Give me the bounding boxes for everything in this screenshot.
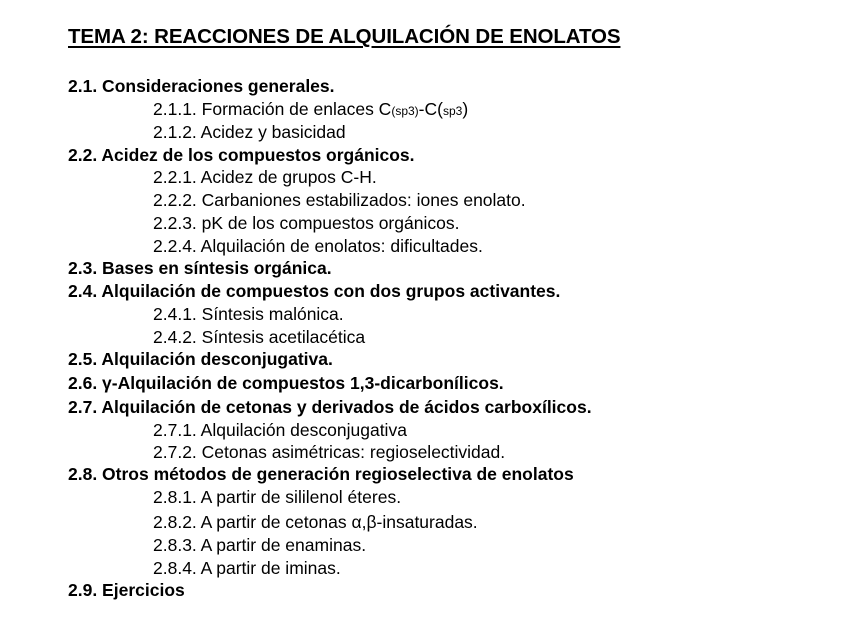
section-2-2: 2.2. Acidez de los compuestos orgánicos. (68, 145, 415, 165)
subsection-2-8-4: 2.8.4. A partir de iminas. (153, 558, 341, 578)
subsection-2-7-2: 2.7.2. Cetonas asimétricas: regioselectividad. (153, 442, 506, 462)
subsection-2-2-1: 2.2.1. Acidez de grupos C-H. (153, 167, 377, 187)
section-2-8: 2.8. Otros métodos de generación regioselectiva de enolatos (68, 464, 574, 484)
section-2-3: 2.3. Bases en síntesis orgánica. (68, 258, 332, 278)
subscript-sp3-a: (sp3) (391, 104, 419, 118)
section-2-5: 2.5. Alquilación desconjugativa. (68, 349, 333, 369)
section-2-4: 2.4. Alquilación de compuestos con dos grupos activantes. (68, 281, 561, 301)
subsection-2-8-3: 2.8.3. A partir de enaminas. (153, 535, 367, 555)
subsection-2-1-2: 2.1.2. Acidez y basicidad (153, 122, 346, 142)
subsection-2-8-2: 2.8.2. A partir de cetonas α,β-insaturadas. (153, 512, 478, 532)
subsection-2-1-1 (153, 98, 468, 122)
subscript-sp3-b: sp3 (442, 104, 463, 118)
subsection-2-1-1-text: 2.1.1. Formación de enlaces C (153, 99, 392, 119)
section-2-7: 2.7. Alquilación de cetonas y derivados de ácidos carboxílicos. (68, 397, 592, 417)
section-2-9: 2.9. Ejercicios (68, 580, 185, 600)
section-2-1: 2.1. Consideraciones generales. (68, 76, 335, 96)
subsection-2-2-2: 2.2.2. Carbaniones estabilizados: iones enolato. (153, 190, 526, 210)
subsection-2-4-2: 2.4.2. Síntesis acetilacética (153, 327, 366, 347)
subsection-2-1-1-text-b: -C( (418, 99, 443, 119)
subsection-2-8-1: 2.8.1. A partir de sililenol éteres. (153, 487, 402, 507)
page-title: TEMA 2: REACCIONES DE ALQUILACIÓN DE ENOLATOS (68, 25, 621, 48)
subsection-2-4-1: 2.4.1. Síntesis malónica. (153, 304, 344, 324)
section-2-6: 2.6. γ-Alquilación de compuestos 1,3-dicarbonílicos. (68, 373, 504, 393)
subsection-2-1-1-text-c: ) (462, 99, 469, 119)
subsection-2-2-3: 2.2.3. pK de los compuestos orgánicos. (153, 213, 460, 233)
subsection-2-7-1: 2.7.1. Alquilación desconjugativa (153, 420, 407, 440)
subsection-2-2-4: 2.2.4. Alquilación de enolatos: dificultades. (153, 236, 483, 256)
